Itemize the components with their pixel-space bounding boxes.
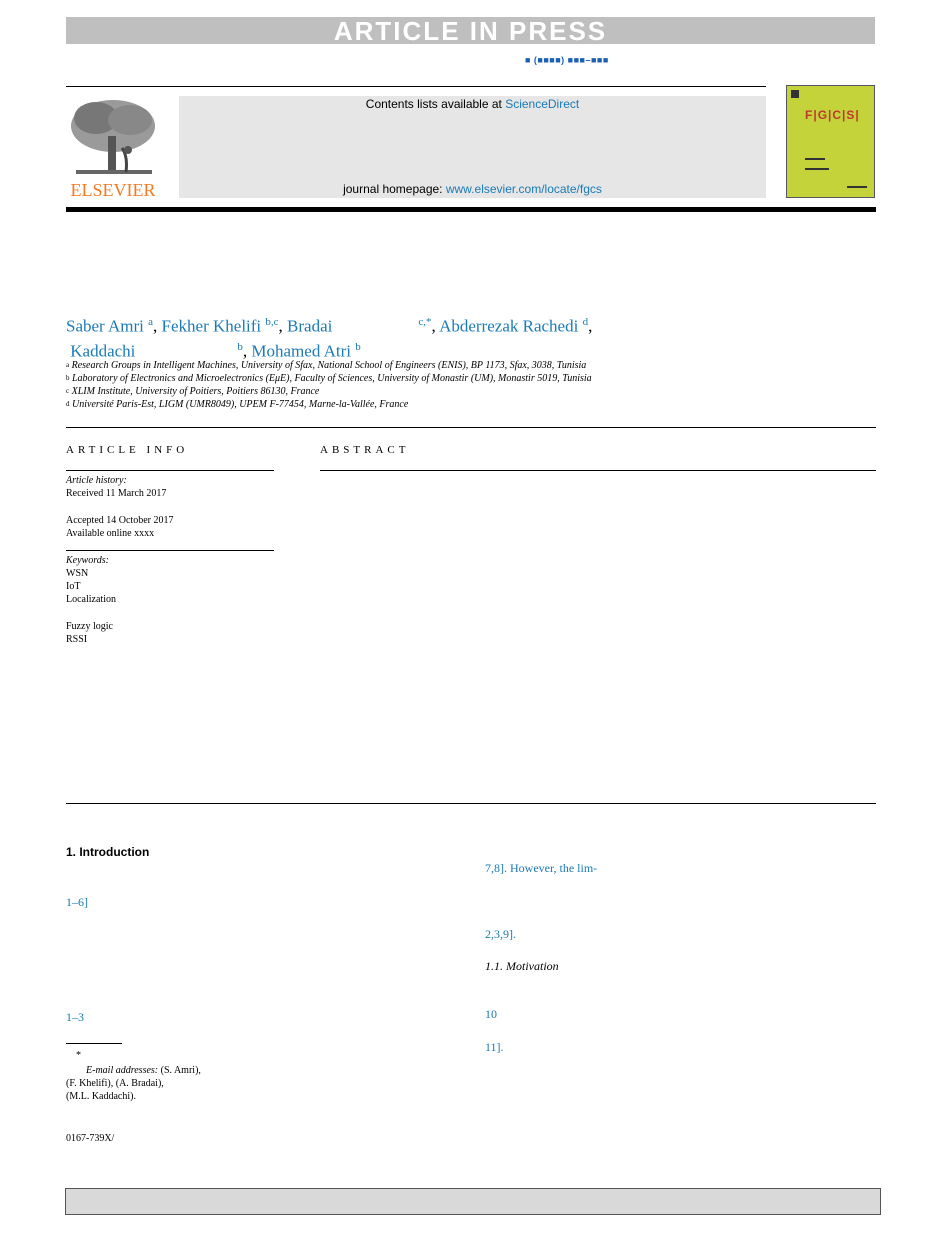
subsection-heading-motivation: 1.1. Motivation	[485, 959, 559, 973]
citation-ref[interactable]	[66, 895, 88, 910]
header-bottom-rule	[66, 207, 876, 212]
citation-link[interactable]: 2,3,9].	[485, 927, 516, 941]
cover-text-line	[805, 158, 825, 160]
author-line-1: Saber Amri $^a$, Fekher Khelifi $^{b,c}$, Bradai $^{c,*}$, Abderrezak Rachedi $^d$,	[66, 316, 593, 336]
affiliation-text: Research Groups in Intelligent Machines, University of Sfax, National School of Engineers (ENIS), BP 1173, Sfax, 3038, Tunisia	[71, 360, 587, 371]
email-entry: (S. Amri),	[158, 1065, 201, 1076]
cover-emblem-icon	[791, 90, 799, 98]
received-date: Received 11 March 2017	[66, 488, 167, 499]
affiliation	[66, 385, 319, 398]
journal-cover-image	[786, 85, 875, 198]
affiliation-text: Laboratory of Electronics and Microelectronics (EμE), Faculty of Sciences, University of Monastir (UM), Monastir 5019, Tunisia	[72, 373, 592, 384]
affiliation-mark: b	[66, 374, 70, 382]
available-online: Available online xxxx	[66, 528, 155, 539]
article-info-rule	[66, 470, 274, 471]
citation-ref[interactable]	[485, 861, 597, 876]
affiliation	[66, 398, 408, 411]
email-entry: (M.L. Kaddachi).	[66, 1091, 136, 1102]
publisher-name: ELSEVIER	[70, 180, 156, 200]
author-name[interactable]: Mohamed Atri	[251, 341, 352, 361]
footnote-emails	[86, 1064, 201, 1077]
header-top-rule	[66, 86, 766, 87]
affiliation-mark: a	[66, 361, 70, 369]
citation-link[interactable]: 11].	[485, 1040, 504, 1054]
affiliation-text: XLIM Institute, University of Poitiers, Poitiers 86130, France	[71, 386, 320, 397]
banner-text: ARTICLE IN PRESS	[333, 16, 608, 46]
cover-text-line	[805, 168, 829, 170]
affiliation-mark: d	[66, 400, 70, 408]
keyword: Localization	[66, 594, 116, 605]
contents-prefix: Contents lists available at	[365, 97, 506, 111]
keyword: WSN	[66, 568, 89, 579]
citation-ref[interactable]	[485, 1040, 504, 1055]
footnote-rule	[66, 1043, 122, 1044]
email-entry: (F. Khelifi), (A. Bradai),	[66, 1078, 164, 1089]
article-info-heading: ARTICLE INFO	[66, 444, 189, 456]
author-affiliation-mark: c,*	[418, 316, 432, 328]
issn: 0167-739X/	[66, 1133, 115, 1144]
homepage-prefix: journal homepage:	[343, 182, 446, 196]
footnote-star: *	[76, 1050, 81, 1061]
author-affiliation-mark: d	[582, 316, 589, 328]
cover-title: F|G|C|S|	[805, 108, 860, 122]
author-affiliation-mark: a	[148, 316, 154, 328]
citation-link[interactable]: 7,8]. However, the lim-	[485, 861, 598, 875]
contents-line	[179, 97, 766, 111]
keyword: RSSI	[66, 634, 88, 645]
keywords-label: Keywords:	[66, 555, 109, 566]
keyword: IoT	[66, 581, 81, 592]
author-line-2: Kaddachi $^b$, Mohamed Atri $^b$	[70, 340, 361, 361]
affiliation-mark: c	[66, 387, 70, 395]
keyword: Fuzzy logic	[66, 621, 113, 632]
keywords-rule	[66, 550, 274, 551]
homepage-line	[179, 182, 766, 196]
citation-footer-box	[65, 1188, 881, 1215]
article-in-press-banner	[66, 17, 875, 44]
author-name[interactable]: Saber Amri	[66, 316, 144, 336]
author-affiliation-mark: b	[355, 340, 361, 353]
abstract-rule	[320, 470, 876, 471]
author-name[interactable]: Abderrezak Rachedi	[439, 316, 579, 336]
journal-reference: ■ (■■■■) ■■■–■■■	[525, 55, 609, 65]
author-affiliation-mark: b	[237, 340, 243, 353]
sciencedirect-link[interactable]: ScienceDirect	[505, 97, 580, 111]
email-label: E-mail addresses:	[86, 1065, 159, 1076]
abstract-bottom-rule	[66, 803, 876, 804]
accepted-date: Accepted 14 October 2017	[66, 515, 174, 526]
author-name[interactable]: Bradai	[287, 316, 333, 336]
cover-text-line	[847, 186, 867, 188]
citation-link[interactable]: 1–6]	[66, 895, 88, 909]
affiliation	[66, 372, 592, 385]
citation-ref[interactable]: 10	[485, 1007, 497, 1021]
author-list	[66, 312, 592, 361]
affiliation	[66, 359, 586, 372]
section-heading-introduction: 1. Introduction	[66, 845, 150, 859]
info-top-rule	[66, 427, 876, 428]
author-affiliation-mark: b,c	[265, 316, 279, 328]
homepage-link[interactable]: www.elsevier.com/locate/fgcs	[445, 182, 602, 196]
abstract-heading: ABSTRACT	[320, 444, 410, 456]
citation-ref[interactable]	[485, 927, 516, 942]
author-name[interactable]: Kaddachi	[70, 341, 136, 361]
affiliation-text: Université Paris-Est, LIGM (UMR8049), UPEM F-77454, Marne-la-Vallée, France	[72, 399, 409, 410]
citation-ref[interactable]: 1–3	[66, 1010, 84, 1024]
author-name[interactable]: Fekher Khelifi	[161, 316, 262, 336]
article-history-label: Article history:	[66, 475, 127, 486]
